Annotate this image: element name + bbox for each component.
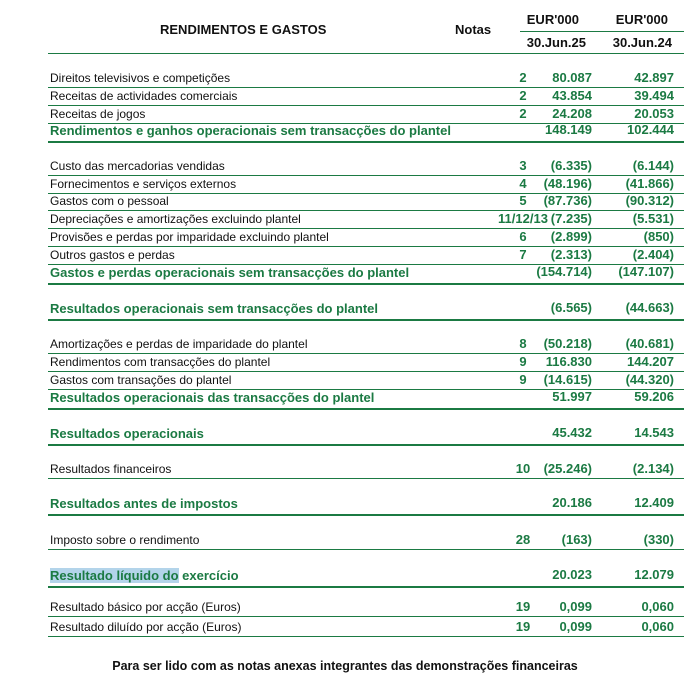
row-value-2025: 45.432 bbox=[552, 425, 592, 440]
row-value-2024: 42.897 bbox=[634, 70, 674, 85]
row-note: 7 bbox=[519, 247, 527, 262]
row-value-2025: (2.313) bbox=[550, 247, 592, 262]
header-divider bbox=[520, 31, 684, 32]
header-underline bbox=[48, 53, 684, 54]
row-value-2024: (330) bbox=[643, 532, 674, 547]
subtotal-row bbox=[48, 121, 684, 143]
row-value-2025: 0,099 bbox=[559, 619, 592, 634]
row-value-2025: 43.854 bbox=[552, 88, 592, 103]
row-value-2025: 20.186 bbox=[552, 495, 592, 510]
table-row bbox=[48, 598, 684, 617]
row-value-2025: 80.087 bbox=[552, 70, 592, 85]
row-note: 8 bbox=[519, 336, 527, 351]
text-selection-highlight[interactable]: Resultado líquido do bbox=[50, 568, 179, 583]
row-value-2024: (90.312) bbox=[625, 193, 674, 208]
row-value-2024: 39.494 bbox=[634, 88, 674, 103]
table-row bbox=[48, 87, 684, 106]
table-row bbox=[48, 228, 684, 247]
table-row bbox=[48, 69, 684, 88]
row-label: Imposto sobre o rendimento bbox=[50, 533, 200, 547]
row-label: Depreciações e amortizações excluindo plantel bbox=[50, 212, 301, 226]
row-value-2024: (41.866) bbox=[625, 176, 674, 191]
table-title: RENDIMENTOS E GASTOS bbox=[160, 22, 327, 37]
col-2025-date: 30.Jun.25 bbox=[526, 35, 586, 50]
row-label: Rendimentos e ganhos operacionais sem transacções do plantel bbox=[50, 123, 451, 138]
row-label: Custo das mercadorias vendidas bbox=[50, 159, 225, 173]
subtotal-row bbox=[48, 494, 684, 516]
row-label: Fornecimentos e serviços externos bbox=[50, 177, 237, 191]
row-note: 3 bbox=[519, 158, 527, 173]
row-value-2024: (5.531) bbox=[632, 211, 674, 226]
net-result-row bbox=[48, 566, 684, 588]
subtotal-row bbox=[48, 388, 684, 410]
row-label: Gastos com o pessoal bbox=[50, 194, 169, 208]
row-value-2025: 51.997 bbox=[552, 389, 592, 404]
row-value-2024: (6.144) bbox=[632, 158, 674, 173]
row-label: Resultados operacionais sem transacções do plantel bbox=[50, 301, 379, 316]
table-row bbox=[48, 157, 684, 176]
row-value-2025: (14.615) bbox=[543, 372, 592, 387]
row-value-2025: (6.335) bbox=[550, 158, 592, 173]
row-note: 6 bbox=[519, 229, 527, 244]
row-value-2024: 102.444 bbox=[627, 122, 674, 137]
row-value-2025: (6.565) bbox=[550, 300, 592, 315]
row-value-2025: (154.714) bbox=[536, 264, 592, 279]
row-value-2024: 0,060 bbox=[641, 619, 674, 634]
row-value-2024: (147.107) bbox=[618, 264, 674, 279]
table-row bbox=[48, 460, 684, 479]
row-value-2025: (87.736) bbox=[543, 193, 592, 208]
row-label: Gastos e perdas operacionais sem transacções do plantel bbox=[50, 265, 410, 280]
col-2024-date: 30.Jun.24 bbox=[612, 35, 672, 50]
row-label: Receitas de actividades comerciais bbox=[50, 89, 238, 103]
row-value-2024: (44.320) bbox=[625, 372, 674, 387]
table-row bbox=[48, 335, 684, 354]
row-label: Receitas de jogos bbox=[50, 107, 146, 121]
table-row bbox=[48, 192, 684, 211]
row-note: 2 bbox=[519, 70, 527, 85]
row-value-2025: 0,099 bbox=[559, 599, 592, 614]
table-row bbox=[48, 618, 684, 637]
col-2024-unit: EUR'000 bbox=[615, 12, 668, 27]
row-note: 11/12/13 bbox=[498, 211, 548, 226]
row-note: 5 bbox=[519, 193, 527, 208]
row-value-2025: (2.899) bbox=[550, 229, 592, 244]
row-note: 2 bbox=[519, 88, 527, 103]
row-label bbox=[50, 568, 239, 583]
row-value-2025: (48.196) bbox=[543, 176, 592, 191]
table-row bbox=[48, 353, 684, 372]
notas-header: Notas bbox=[455, 22, 492, 37]
row-label: Resultado diluído por acção (Euros) bbox=[50, 620, 242, 634]
row-note: 9 bbox=[519, 354, 527, 369]
row-note: 28 bbox=[515, 532, 531, 547]
row-note: 9 bbox=[519, 372, 527, 387]
row-value-2025: (50.218) bbox=[543, 336, 592, 351]
row-label: Resultados operacionais das transacções do plantel bbox=[50, 390, 375, 405]
row-label: Gastos com transações do plantel bbox=[50, 373, 232, 387]
row-value-2024: 59.206 bbox=[634, 389, 674, 404]
row-value-2024: (2.134) bbox=[632, 461, 674, 476]
row-value-2024: (40.681) bbox=[625, 336, 674, 351]
row-value-2025: (163) bbox=[561, 532, 592, 547]
subtotal-row bbox=[48, 263, 684, 285]
row-value-2025: 116.830 bbox=[545, 354, 592, 369]
row-label: Direitos televisivos e competições bbox=[50, 71, 231, 85]
row-label: Resultado básico por acção (Euros) bbox=[50, 600, 241, 614]
row-label: Resultados operacionais bbox=[50, 426, 204, 441]
row-label: Resultados antes de impostos bbox=[50, 496, 238, 511]
row-label-rest: exercício bbox=[178, 568, 239, 583]
row-value-2024: 20.053 bbox=[634, 106, 674, 121]
table-row bbox=[48, 210, 684, 229]
row-value-2024: (850) bbox=[643, 229, 674, 244]
subtotal-row bbox=[48, 299, 684, 321]
row-note: 19 bbox=[515, 599, 531, 614]
footnote: Para ser lido com as notas anexas integrantes das demonstrações financeiras bbox=[112, 659, 578, 673]
row-note: 4 bbox=[519, 176, 527, 191]
table-row bbox=[48, 531, 684, 550]
row-value-2024: 14.543 bbox=[634, 425, 674, 440]
row-label: Rendimentos com transacções do plantel bbox=[50, 355, 271, 369]
row-value-2024: 12.079 bbox=[634, 567, 674, 582]
row-label: Provisões e perdas por imparidade excluindo plantel bbox=[50, 230, 329, 244]
row-value-2024: 144.207 bbox=[627, 354, 674, 369]
row-value-2025: 148.149 bbox=[545, 122, 592, 137]
row-value-2025: (25.246) bbox=[543, 461, 592, 476]
row-value-2024: (2.404) bbox=[632, 247, 674, 262]
row-label: Resultados financeiros bbox=[50, 462, 172, 476]
subtotal-row bbox=[48, 424, 684, 446]
row-note: 19 bbox=[515, 619, 531, 634]
col-2025-unit: EUR'000 bbox=[526, 12, 579, 27]
row-value-2025: 20.023 bbox=[552, 567, 592, 582]
row-note: 10 bbox=[515, 461, 531, 476]
row-note: 2 bbox=[519, 106, 527, 121]
row-value-2025: (7.235) bbox=[550, 211, 592, 226]
row-value-2025: 24.208 bbox=[552, 106, 592, 121]
row-label: Outros gastos e perdas bbox=[50, 248, 175, 262]
row-value-2024: (44.663) bbox=[625, 300, 674, 315]
row-value-2024: 12.409 bbox=[634, 495, 674, 510]
row-label: Amortizações e perdas de imparidade do plantel bbox=[50, 337, 308, 351]
row-value-2024: 0,060 bbox=[641, 599, 674, 614]
